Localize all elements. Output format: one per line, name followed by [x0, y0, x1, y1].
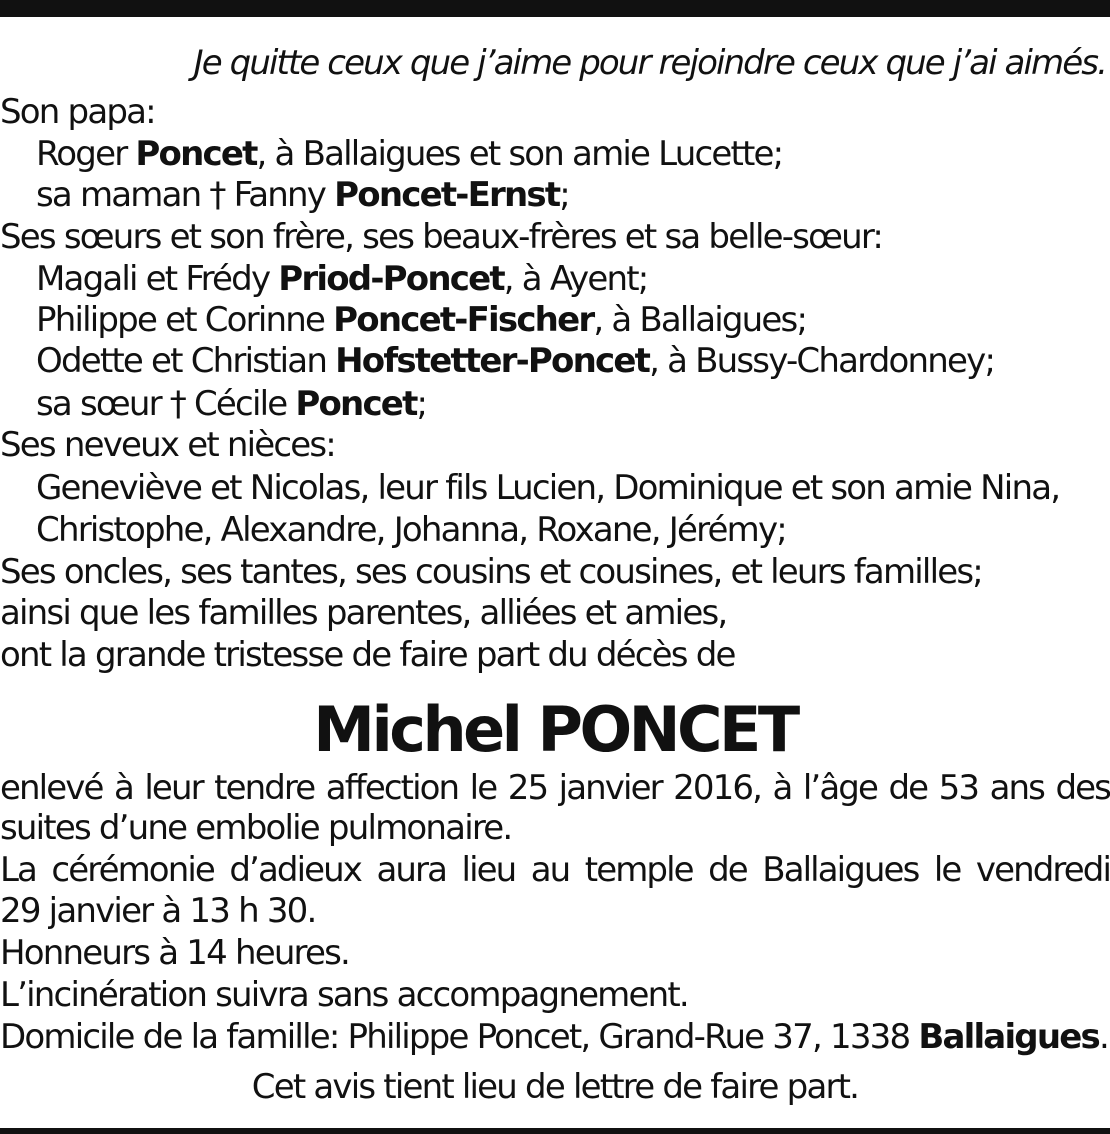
bottom-border-rule	[0, 1128, 1110, 1134]
domicile-town: Ballaigues	[918, 1017, 1099, 1057]
nephews-line: Christophe, Alexandre, Johanna, Roxane, Jérémy;	[36, 510, 786, 550]
sibling-line	[36, 340, 1110, 383]
sibling-surname: Priod-Poncet	[278, 259, 504, 299]
father-suffix: , à Ballaigues et son amie Lucette;	[256, 134, 783, 174]
mother-suffix: ;	[559, 175, 569, 215]
ceremony-line: La cérémonie d’adieux aura lieu au temple de Ballaigues le vendredi	[0, 850, 1110, 890]
sibling-prefix: Magali et Frédy	[36, 259, 279, 299]
siblings-heading: Ses sœurs et son frère, ses beaux-frères et sa belle-sœur:	[0, 217, 883, 257]
mother-prefix: sa maman † Fanny	[36, 175, 335, 215]
father-heading: Son papa:	[0, 92, 155, 132]
top-border-rule	[0, 0, 1110, 17]
epigraph-quote: Je quitte ceux que j’aime pour rejoindre ceux que j’ai aimés.	[193, 43, 1106, 83]
domicile-line	[0, 1016, 1110, 1059]
father-line	[36, 133, 1110, 176]
sibling-line	[36, 258, 1110, 301]
details-line: enlevé à leur tendre affection le 25 janvier 2016, à l’âge de 53 ans des	[0, 768, 1110, 808]
sibling-surname: Poncet-Fischer	[333, 300, 594, 340]
sibling-line	[36, 299, 1110, 342]
family-line: ainsi que les familles parentes, alliées et amies,	[0, 593, 727, 633]
honours-line: Honneurs à 14 heures.	[0, 933, 350, 973]
sibling-surname: Poncet	[295, 384, 417, 424]
sibling-suffix: , à Ayent;	[503, 259, 648, 299]
domicile-suffix: .	[1098, 1017, 1108, 1057]
mother-line	[36, 174, 1110, 217]
cremation-line: L’incinération suivra sans accompagnement.	[0, 975, 688, 1015]
closing-note: Cet avis tient lieu de lettre de faire part.	[251, 1067, 859, 1107]
sibling-prefix: sa sœur † Cécile	[36, 384, 296, 424]
father-surname: Poncet	[135, 134, 257, 174]
ceremony-date-line: 29 janvier à 13 h 30.	[0, 891, 316, 931]
sibling-suffix: , à Ballaigues;	[593, 300, 807, 340]
announcement-line: ont la grande tristesse de faire part du décès de	[0, 635, 735, 675]
sibling-surname: Hofstetter-Poncet	[335, 341, 650, 381]
domicile-prefix: Domicile de la famille: Philippe Poncet, Grand-Rue 37, 1338	[0, 1017, 919, 1057]
father-prefix: Roger	[36, 134, 136, 174]
family-line: Ses oncles, ses tantes, ses cousins et cousines, et leurs familles;	[0, 552, 982, 592]
sibling-suffix: ;	[416, 384, 427, 424]
mother-surname: Poncet-Ernst	[334, 175, 560, 215]
sibling-line	[36, 383, 1110, 426]
nephews-line: Geneviève et Nicolas, leur fils Lucien, Dominique et son amie Nina,	[36, 468, 1060, 508]
nephews-heading: Ses neveux et nièces:	[0, 425, 335, 465]
sibling-suffix: , à Bussy-Chardonney;	[649, 341, 995, 381]
sibling-prefix: Philippe et Corinne	[36, 300, 334, 340]
sibling-prefix: Odette et Christian	[36, 341, 336, 381]
details-line: suites d’une embolie pulmonaire.	[0, 808, 512, 848]
deceased-name: Michel PONCET	[313, 693, 797, 766]
